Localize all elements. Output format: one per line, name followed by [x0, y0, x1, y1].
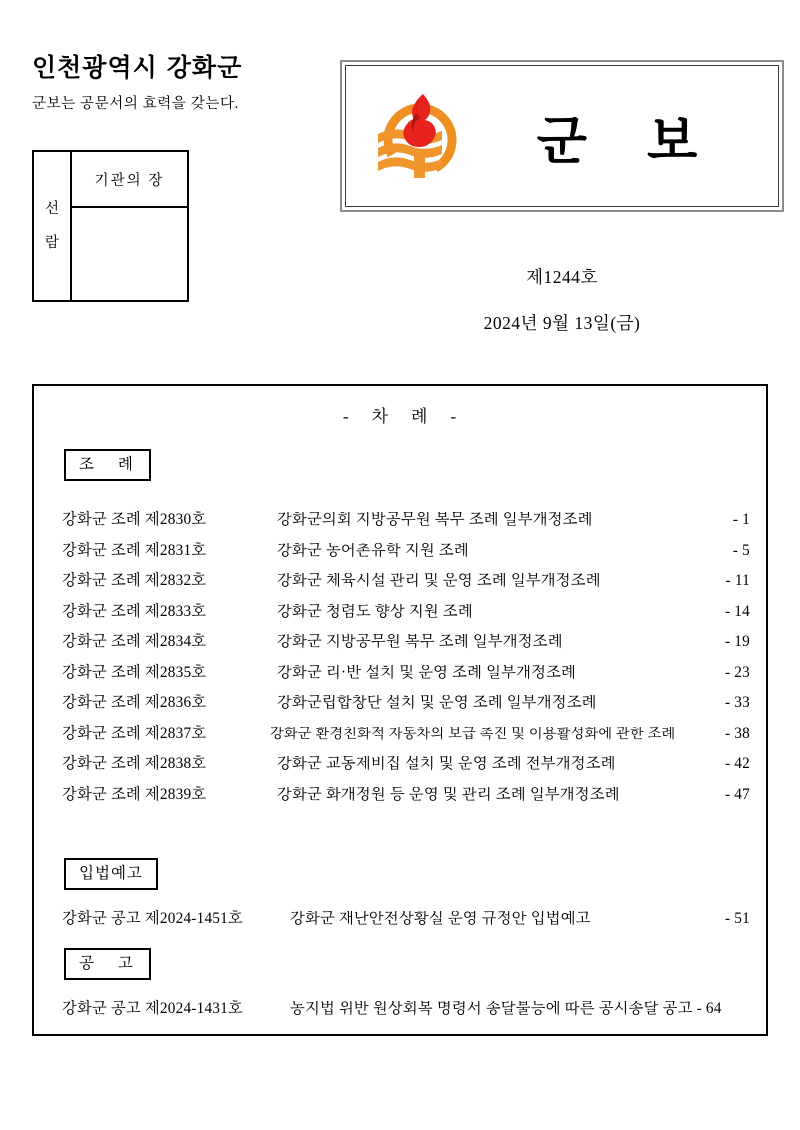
table-of-contents: [32, 384, 768, 1036]
approval-stamp-main: [72, 152, 187, 300]
entry-page-number: - 23: [724, 663, 750, 681]
table-row[interactable]: [34, 665, 766, 696]
masthead-tagline: 군보는 공문서의 효력을 갖는다.: [32, 95, 239, 112]
table-row[interactable]: [34, 911, 766, 942]
entry-doc-number: 강화군 공고 제2024-1451호: [62, 910, 243, 927]
entry-doc-number: 강화군 조례 제2838호: [62, 755, 207, 772]
ganghwa-county-emblem-icon: [368, 88, 472, 184]
approval-stamp-box: [32, 150, 189, 302]
entry-title: 강화군의회 지방공무원 복무 조례 일부개정조례: [277, 512, 593, 528]
entry-title: 강화군 교동제비집 설치 및 운영 조례 전부개정조례: [277, 756, 616, 772]
entry-page-number: - 1: [732, 511, 750, 528]
gazette-title-plate: [340, 60, 784, 212]
entry-doc-number: 강화군 조례 제2833호: [62, 602, 207, 620]
entry-page-number: - 14: [724, 602, 750, 620]
issuer-title: [32, 55, 362, 83]
section-tag-announcement: 공 고: [64, 948, 151, 980]
approval-stamp-side-char-2: 람: [44, 235, 59, 251]
entry-list-ordinance: [34, 512, 766, 817]
entry-doc-number: 강화군 조례 제2831호: [62, 541, 207, 559]
entry-doc-number: 강화군 조례 제2836호: [62, 694, 207, 711]
table-row[interactable]: [34, 726, 766, 757]
entry-page-number: - 5: [732, 541, 750, 559]
issue-info: [340, 264, 784, 335]
toc-heading-dash-right: -: [450, 407, 458, 426]
entry-title: 강화군 체육시설 관리 및 운영 조례 일부개정조례: [277, 573, 601, 589]
entry-page-number: - 38: [724, 724, 750, 742]
entry-doc-number: 강화군 조례 제2832호: [62, 572, 207, 589]
table-row[interactable]: [34, 543, 766, 574]
table-row[interactable]: [34, 634, 766, 665]
table-row[interactable]: [34, 787, 766, 818]
entry-doc-number: 강화군 공고 제2024-1431호: [62, 1000, 243, 1017]
entry-page-number: - 42: [724, 755, 750, 772]
issuer-district: 강화군: [166, 54, 243, 82]
masthead: [32, 55, 362, 113]
entry-title: 강화군 화개정원 등 운영 및 관리 조례 일부개정조례: [277, 786, 620, 802]
approval-stamp-signature-area: [72, 208, 187, 300]
toc-heading-char-1: 차: [371, 407, 389, 426]
issue-date: 2024년 9월 13일(금): [483, 313, 641, 333]
entry-list-announcement: [34, 1001, 766, 1032]
gazette-title-plate-inner: [345, 65, 779, 207]
approval-stamp-side-label: [34, 152, 72, 300]
issue-number: 제1244호: [526, 267, 598, 287]
section-tag-legislative-notice: 입법예고: [64, 858, 158, 890]
table-row[interactable]: [34, 1001, 766, 1032]
gazette-title-char-1: 군: [536, 112, 589, 171]
entry-title: 강화군 지방공무원 복무 조례 일부개정조례: [277, 634, 563, 650]
approval-stamp-side-char-1: 선: [44, 200, 59, 217]
table-row[interactable]: [34, 512, 766, 543]
entry-list-legislative-notice: [34, 911, 766, 942]
entry-title: 농지법 위반 원상회복 명령서 송달불능에 따른 공시송달 공고 - 64: [290, 1001, 722, 1017]
entry-title: 강화군립합창단 설치 및 운영 조례 일부개정조례: [277, 695, 597, 711]
section-tag-ordinance-wrap: [64, 449, 151, 481]
entry-page-number: - 47: [724, 785, 750, 803]
toc-heading-dash-left: -: [342, 407, 350, 426]
table-row[interactable]: [34, 604, 766, 635]
entry-title: 강화군 환경친화적 자동차의 보급 촉진 및 이용활성화에 관한 조례: [270, 726, 676, 741]
toc-heading: [34, 402, 766, 427]
gazette-title-text: [472, 99, 778, 174]
entry-page-number: - 11: [725, 572, 750, 589]
table-row[interactable]: [34, 573, 766, 604]
entry-title: 강화군 농어촌유학 지원 조례: [277, 542, 469, 558]
entry-doc-number: 강화군 조례 제2837호: [62, 724, 207, 742]
entry-page-number: - 51: [724, 910, 750, 927]
entry-title: 강화군 청렴도 향상 지원 조례: [277, 603, 473, 619]
entry-title: 강화군 재난안전상황실 운영 규정안 입법예고: [290, 911, 591, 927]
table-row[interactable]: [34, 756, 766, 787]
section-tag-legislative-notice-wrap: [64, 858, 158, 890]
section-tag-announcement-wrap: [64, 948, 151, 980]
entry-doc-number: 강화군 조례 제2839호: [62, 785, 207, 803]
section-tag-ordinance: 조 례: [64, 449, 151, 481]
entry-page-number: - 19: [724, 633, 750, 650]
toc-heading-char-2: 례: [411, 407, 429, 426]
entry-page-number: - 33: [724, 694, 750, 711]
entry-doc-number: 강화군 조례 제2830호: [62, 511, 207, 528]
table-row[interactable]: [34, 695, 766, 726]
entry-doc-number: 강화군 조례 제2834호: [62, 633, 207, 650]
gazette-title-char-2: 보: [647, 112, 700, 171]
entry-doc-number: 강화군 조례 제2835호: [62, 663, 207, 681]
issuer-city: 인천광역시: [32, 54, 158, 82]
entry-title: 강화군 리·반 설치 및 운영 조례 일부개정조례: [277, 664, 577, 680]
approval-stamp-header: 기관의 장: [72, 152, 187, 208]
